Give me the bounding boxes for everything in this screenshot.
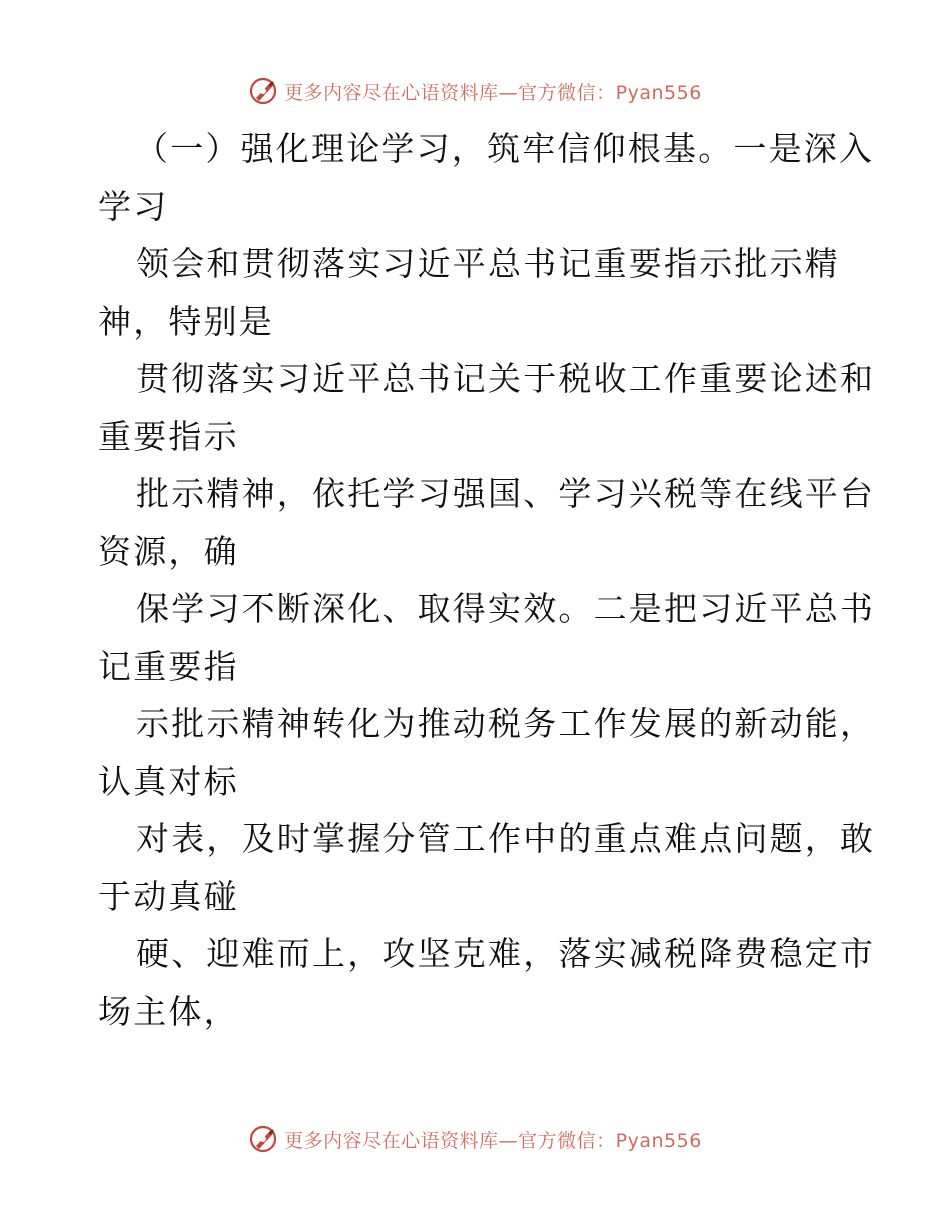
body-line-10: 记重要指 bbox=[98, 646, 239, 686]
body-line-6: 重要指示 bbox=[98, 416, 239, 456]
body-line-11: 示批示精神转化为推动税务工作发展的新动能， bbox=[136, 704, 876, 743]
footer-watermark bbox=[0, 1121, 950, 1157]
body-line-13: 对表，及时掌握分管工作中的重点难点问题，敢 bbox=[136, 819, 876, 858]
body-line-1: （一）强化理论学习，筑牢信仰根基。一是深入 bbox=[135, 129, 875, 168]
body-line-12: 认真对标 bbox=[98, 761, 239, 801]
pen-logo-icon bbox=[248, 1124, 278, 1154]
header-watermark bbox=[0, 73, 950, 109]
body-line-2: 学习 bbox=[98, 186, 169, 226]
body-line-14: 于动真碰 bbox=[98, 876, 239, 916]
body-line-8: 资源，确 bbox=[98, 531, 239, 571]
body-line-7: 批示精神，依托学习强国、学习兴税等在线平台 bbox=[136, 474, 876, 513]
body-line-3: 领会和贯彻落实习近平总书记重要指示批示精 bbox=[136, 244, 840, 283]
body-line-15: 硬、迎难而上，攻坚克难，落实减税降费稳定市 bbox=[136, 934, 876, 973]
body-line-9: 保学习不断深化、取得实效。二是把习近平总书 bbox=[136, 589, 876, 628]
document-body bbox=[98, 120, 876, 1040]
footer-watermark-text: 更多内容尽在心语资料库—官方微信：Pyan556 bbox=[284, 1129, 702, 1152]
body-line-4: 神，特别是 bbox=[98, 301, 274, 341]
pen-logo-icon bbox=[248, 76, 278, 106]
body-line-5: 贯彻落实习近平总书记关于税收工作重要论述和 bbox=[136, 359, 876, 398]
header-watermark-text: 更多内容尽在心语资料库—官方微信：Pyan556 bbox=[284, 81, 702, 104]
body-line-16: 场主体， bbox=[98, 991, 239, 1031]
